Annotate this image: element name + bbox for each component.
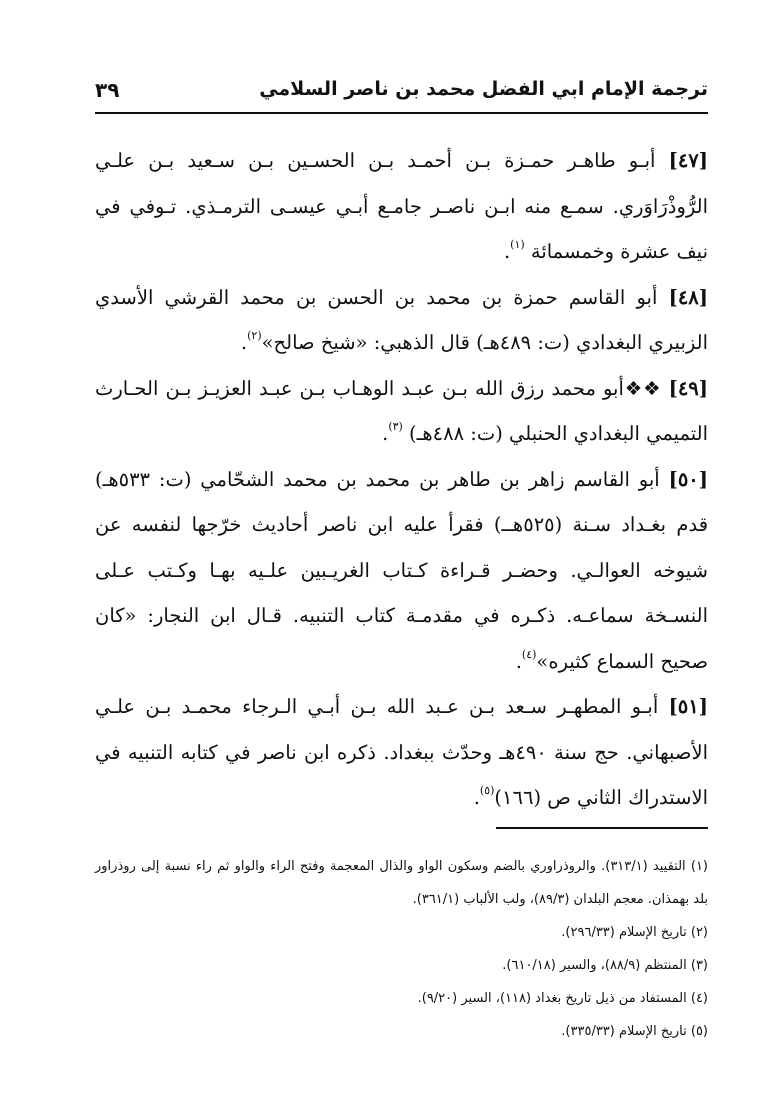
footnote-divider (496, 827, 708, 829)
footnote-ref[interactable]: (١) (510, 238, 525, 251)
entry-text: أبـو المطهـر سـعد بـن عـبد الله بـن أبـي الـرجاء محمـد بـن علـي الأصبهاني. حج سنة ٤٩٠هـ وحدّث ببغداد. ذكره ابن ناصر في كتابه التنبيه في الاستدراك الثاني ص (١٦٦) (95, 695, 708, 809)
footnote-ref[interactable]: (٣) (388, 420, 403, 433)
footnote-3: (٣) المنتظم (٨٨/٩)، والسير (٦١٠/١٨). (502, 958, 708, 973)
entry-tail: . (240, 331, 248, 354)
entry-47 (95, 138, 708, 275)
entry-text: ❖❖أبو محمد رزق الله بـن عبـد الوهـاب بـن عبـد العزيـز بـن الحـارث التميمي البغدادي الحنبلي (ت: ٤٨٨هـ) (95, 376, 708, 445)
entry-50 (95, 457, 708, 685)
entry-48 (95, 275, 708, 366)
entry-tail: . (382, 422, 389, 445)
page-number: ٣٩ (95, 78, 120, 102)
entry-51 (95, 684, 708, 821)
entry-number: [٤٨] (668, 285, 708, 309)
entry-number: [٥١] (668, 695, 708, 718)
footnote-2: (٢) تاريخ الإسلام (٢٩٦/٣٣). (561, 925, 708, 940)
entry-number: [٥٠] (668, 467, 708, 491)
body-text (95, 138, 708, 821)
entry-number: [٤٩] (668, 376, 708, 400)
entry-tail: . (515, 649, 522, 673)
entry-text: أبـو طاهـر حمـزة بـن أحمـد بـن الحسـين بـن سـعيد بـن علـي الرُّوذْرَاوَري. سمـع منه ابـن ناصـر جامـع أبـي عيسـى الترمـذي. تـوفي في نيف عشرة وخمسمائة (95, 149, 708, 263)
footnotes (95, 850, 708, 1048)
footnote-1: (١) التقييد (٣١٣/١). والروذراوري بالضم وسكون الواو والذال المعجمة وفتح الراء والواو ثم راء نسبة إلى روذراور بلد بهمذان. معجم البلدان (٨٩/٣)، ولب الألباب (٣٦١/١). (95, 859, 708, 907)
footnote-ref[interactable]: (٤) (521, 647, 537, 661)
entry-number: [٤٧] (668, 149, 708, 172)
entry-text: أبو القاسم زاهر بن طاهر بن محمد بن محمد الشحّامي (ت: ٥٣٣هـ) قدم بغـداد سـنة (٥٢٥هــ) فقرأ عليه ابن ناصر أحاديث خرّجها لنفسه عن شيوخه العوالـي. وحضـر قـراءة كـتاب الغريـبين علـيه بهـا وكـتب عـلى النسـخة سماعـه. ذكـره في مقدمـة كتاب التنبيه. قـال ابن النجار: «كان صحيح السماع كثيره» (95, 467, 709, 673)
footnote-5: (٥) تاريخ الإسلام (٣٣٥/٣٣). (561, 1024, 708, 1039)
footnote-ref[interactable]: (٥) (479, 784, 495, 797)
header-title: ترجمة الإمام ابي الفضل محمد بن ناصر السلامي (259, 78, 708, 100)
entry-tail: . (503, 240, 511, 263)
footnote-4: (٤) المستفاد من ذيل تاريخ بغداد (١١٨)، السير (٩/٢٠). (417, 991, 708, 1006)
entry-text: أبو القاسم حمزة بن محمد بن الحسن بن محمد القرشي الأسدي الزبيري البغدادي (ت: ٤٨٩هـ) قال الذهبي: «شيخ صالح» (95, 285, 708, 354)
running-header (95, 72, 708, 114)
entry-49 (95, 366, 708, 457)
footnote-ref[interactable]: (٢) (247, 329, 262, 342)
entry-tail: . (473, 786, 480, 809)
